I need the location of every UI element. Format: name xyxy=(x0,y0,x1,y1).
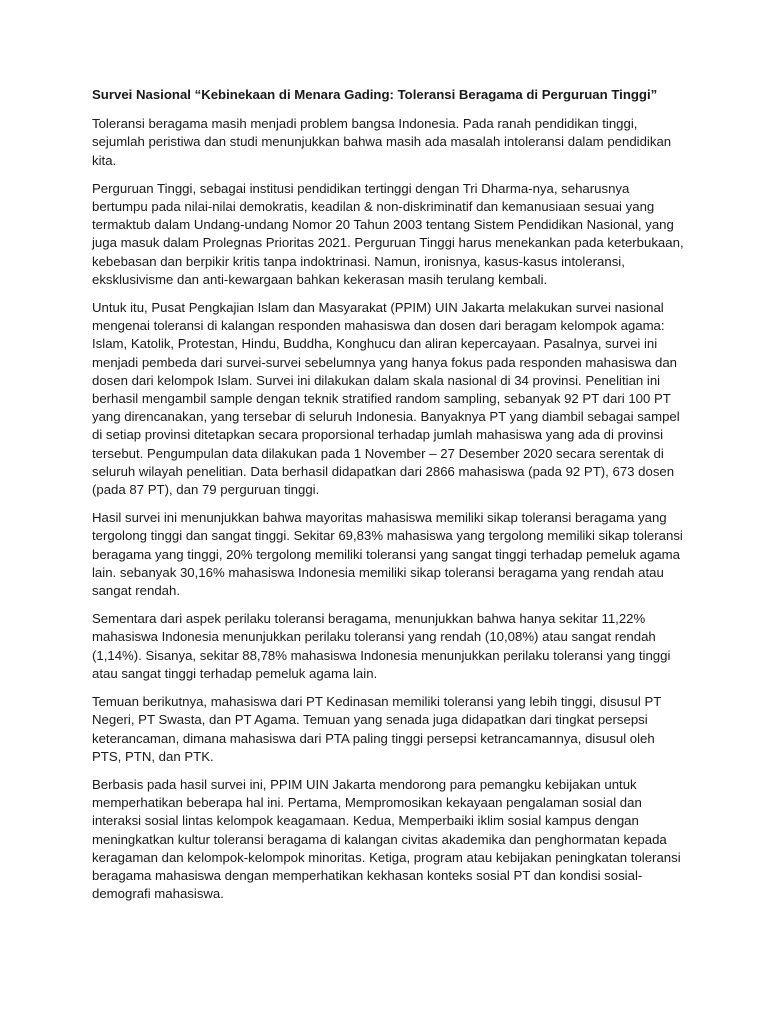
paragraph: Toleransi beragama masih menjadi problem bangsa Indonesia. Pada ranah pendidikan tinggi, sejumlah peristiwa dan studi menunjukkan bahwa masih ada masalah intoleransi dalam pendidikan kita. xyxy=(92,116,672,168)
paragraph: Berbasis pada hasil survei ini, PPIM UIN Jakarta mendorong para pemangku kebijakan untuk memperhatikan beberapa hal ini. Pertama, Mempromosikan kekayaan pengalaman sosial dan interaksi sosial lintas kelompok keagamaan. Kedua, Memperbaiki iklim sosial kampus dengan meningkatkan kultur toleransi beragama di kalangan civitas akademika dan penghormatan kepada keragaman dan kelompok-kelompok minoritas. Ketiga, program atau kebijakan peningkatan toleransi beragama mahasiswa dengan memperhatikan kekhasan konteks sosial PT dan kondisi sosial-demografi mahasiswa. xyxy=(92,776,681,902)
paragraph: Perguruan Tinggi, sebagai institusi pendidikan tertinggi dengan Tri Dharma-nya, seharusnya bertumpu pada nilai-nilai demokratis, keadilan & non-diskriminatif dan kemanusiaan sesuai yang termaktub dalam Undang-undang Nomor 20 Tahun 2003 tentang Sistem Pendidikan Nasional, yang juga masuk dalam Prolegnas Prioritas 2021. Perguruan Tinggi harus menekankan pada keterbukaan, kebebasan dan berpikir kritis tanpa indoktrinasi. Namun, ironisnya, kasus-kasus intoleransi, eksklusivisme dan anti-kewargaan bahkan kekerasan masih terulang kembali. xyxy=(92,180,684,287)
paragraph: Sementara dari aspek perilaku toleransi beragama, menunjukkan bahwa hanya sekitar 11,22% mahasiswa Indonesia menunjukkan perilaku toleransi yang rendah (10,08%) atau sangat rendah (1,14%). Sisanya, sekitar 88,78% mahasiswa Indonesia menunjukkan perilaku toleransi yang tinggi atau sangat tinggi terhadap pemeluk agama lain. xyxy=(92,611,671,681)
document-page xyxy=(92,86,684,913)
paragraph: Temuan berikutnya, mahasiswa dari PT Kedinasan memiliki toleransi yang lebih tinggi, disusul PT Negeri, PT Swasta, dan PT Agama. Temuan yang senada juga didapatkan dari tingkat persepsi keterancaman, dimana mahasiswa dari PTA paling tinggi persepsi ketrancamannya, disusul oleh PTS, PTN, dan PTK. xyxy=(92,694,662,764)
paragraph: Untuk itu, Pusat Pengkajian Islam dan Masyarakat (PPIM) UIN Jakarta melakukan survei nasional mengenai toleransi di kalangan responden mahasiswa dan dosen dari beragam kelompok agama: Islam, Katolik, Protestan, Hindu, Buddha, Konghucu dan aliran kepercayaan. Pasalnya, survei ini menjadi pembeda dari survei-survei sebelumnya yang hanya fokus pada responden mahasiswa dan dosen dari kelompok Islam. Survei ini dilakukan dalam skala nasional di 34 provinsi. Penelitian ini berhasil mengambil sample dengan teknik stratified random sampling, sebanyak 92 PT dari 100 PT yang direncanakan, yang tersebar di seluruh Indonesia. Banyaknya PT yang diambil sebagai sampel di setiap provinsi ditetapkan secara proporsional terhadap jumlah mahasiswa yang ada di provinsi tersebut. Pengumpulan data dilakukan pada 1 November – 27 Desember 2020 secara serentak di seluruh wilayah penelitian. Data berhasil didapatkan dari 2866 mahasiswa (pada 92 PT), 673 dosen (pada 87 PT), dan 79 perguruan tinggi. xyxy=(92,300,680,498)
document-title: Survei Nasional “Kebinekaan di Menara Gading: Toleransi Beragama di Perguruan Tinggi” xyxy=(92,87,658,102)
paragraph: Hasil survei ini menunjukkan bahwa mayoritas mahasiswa memiliki sikap toleransi beragama yang tergolong tinggi dan sangat tinggi. Sekitar 69,83% mahasiswa yang tergolong memiliki sikap toleransi beragama yang tinggi, 20% tergolong memiliki toleransi yang sangat tinggi terhadap pemeluk agama lain. sebanyak 30,16% mahasiswa Indonesia memiliki sikap toleransi beragama yang rendah atau sangat rendah. xyxy=(92,510,683,599)
